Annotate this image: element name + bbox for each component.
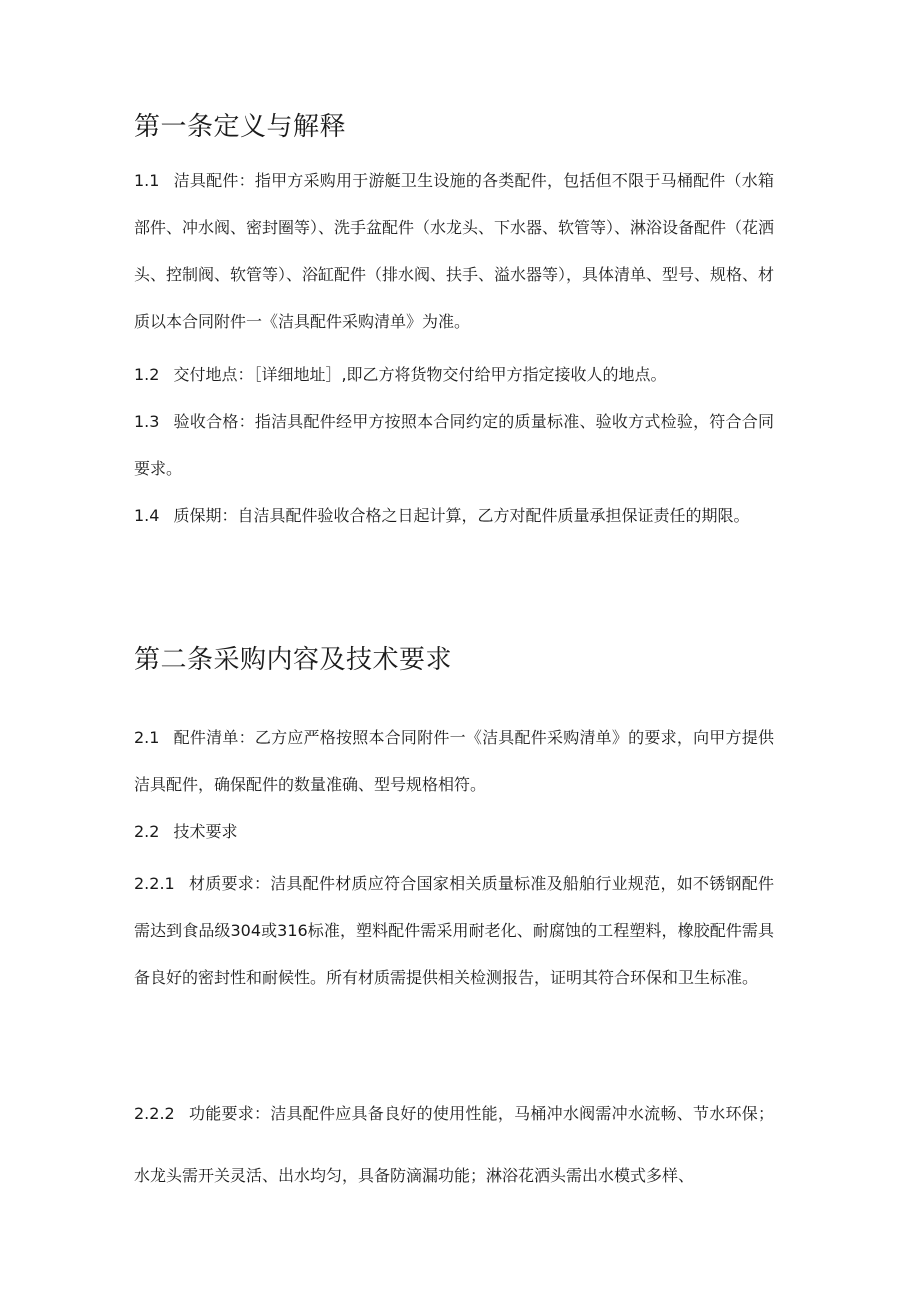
clause-2-2-1 [134,860,774,1001]
clause-number: 1.1 [134,171,160,190]
clause-text: 配件清单：乙方应严格按照本合同附件一《洁具配件采购清单》的要求，向甲方提供洁具配件，确保配件的数量准确、型号规格相符。 [134,728,774,794]
clause-2-2 [134,808,774,855]
clause-text: 交付地点：［详细地址］,即乙方将货物交付给甲方指定接收人的地点。 [173,365,667,384]
clause-number: 2.2.1 [134,874,175,893]
clause-number: 1.3 [134,412,160,431]
clause-number: 1.2 [134,365,160,384]
clause-1-1 [134,157,774,345]
clause-number: 2.1 [134,728,160,747]
section-1-title: 第一条定义与解释 [134,112,347,142]
clause-2-1 [134,714,774,808]
section-2-title: 第二条采购内容及技术要求 [134,645,453,675]
clause-number: 2.2.2 [134,1104,175,1123]
clause-text: 材质要求：洁具配件材质应符合国家相关质量标准及船舶行业规范，如不锈钢配件需达到食品级304或316标准，塑料配件需采用耐老化、耐腐蚀的工程塑料，橡胶配件需具备良好的密封性和耐候性。所有材质需提供相关检测报告，证明其符合环保和卫生标准。 [134,874,774,987]
clause-1-2 [134,351,774,398]
clause-text: 质保期：自洁具配件验收合格之日起计算，乙方对配件质量承担保证责任的期限。 [173,506,750,525]
clause-1-3 [134,398,774,492]
clause-number: 1.4 [134,506,160,525]
clause-text: 功能要求：洁具配件应具备良好的使用性能，马桶冲水阀需冲水流畅、节水环保；水龙头需开关灵活、出水均匀，具备防滴漏功能；淋浴花洒头需出水模式多样、 [134,1104,774,1185]
clause-number: 2.2 [134,822,160,841]
clause-2-2-2 [134,1083,774,1207]
clause-text: 洁具配件：指甲方采购用于游艇卫生设施的各类配件，包括但不限于马桶配件（水箱部件、冲水阀、密封圈等）、洗手盆配件（水龙头、下水器、软管等）、淋浴设备配件（花洒头、控制阀、软管等）、浴缸配件（排水阀、扶手、溢水器等），具体清单、型号、规格、材质以本合同附件一《洁具配件采购清单》为准。 [134,171,775,331]
clause-text: 技术要求 [173,822,238,841]
clause-text: 验收合格：指洁具配件经甲方按照本合同约定的质量标准、验收方式检验，符合合同要求。 [134,412,774,478]
clause-1-4 [134,492,774,539]
